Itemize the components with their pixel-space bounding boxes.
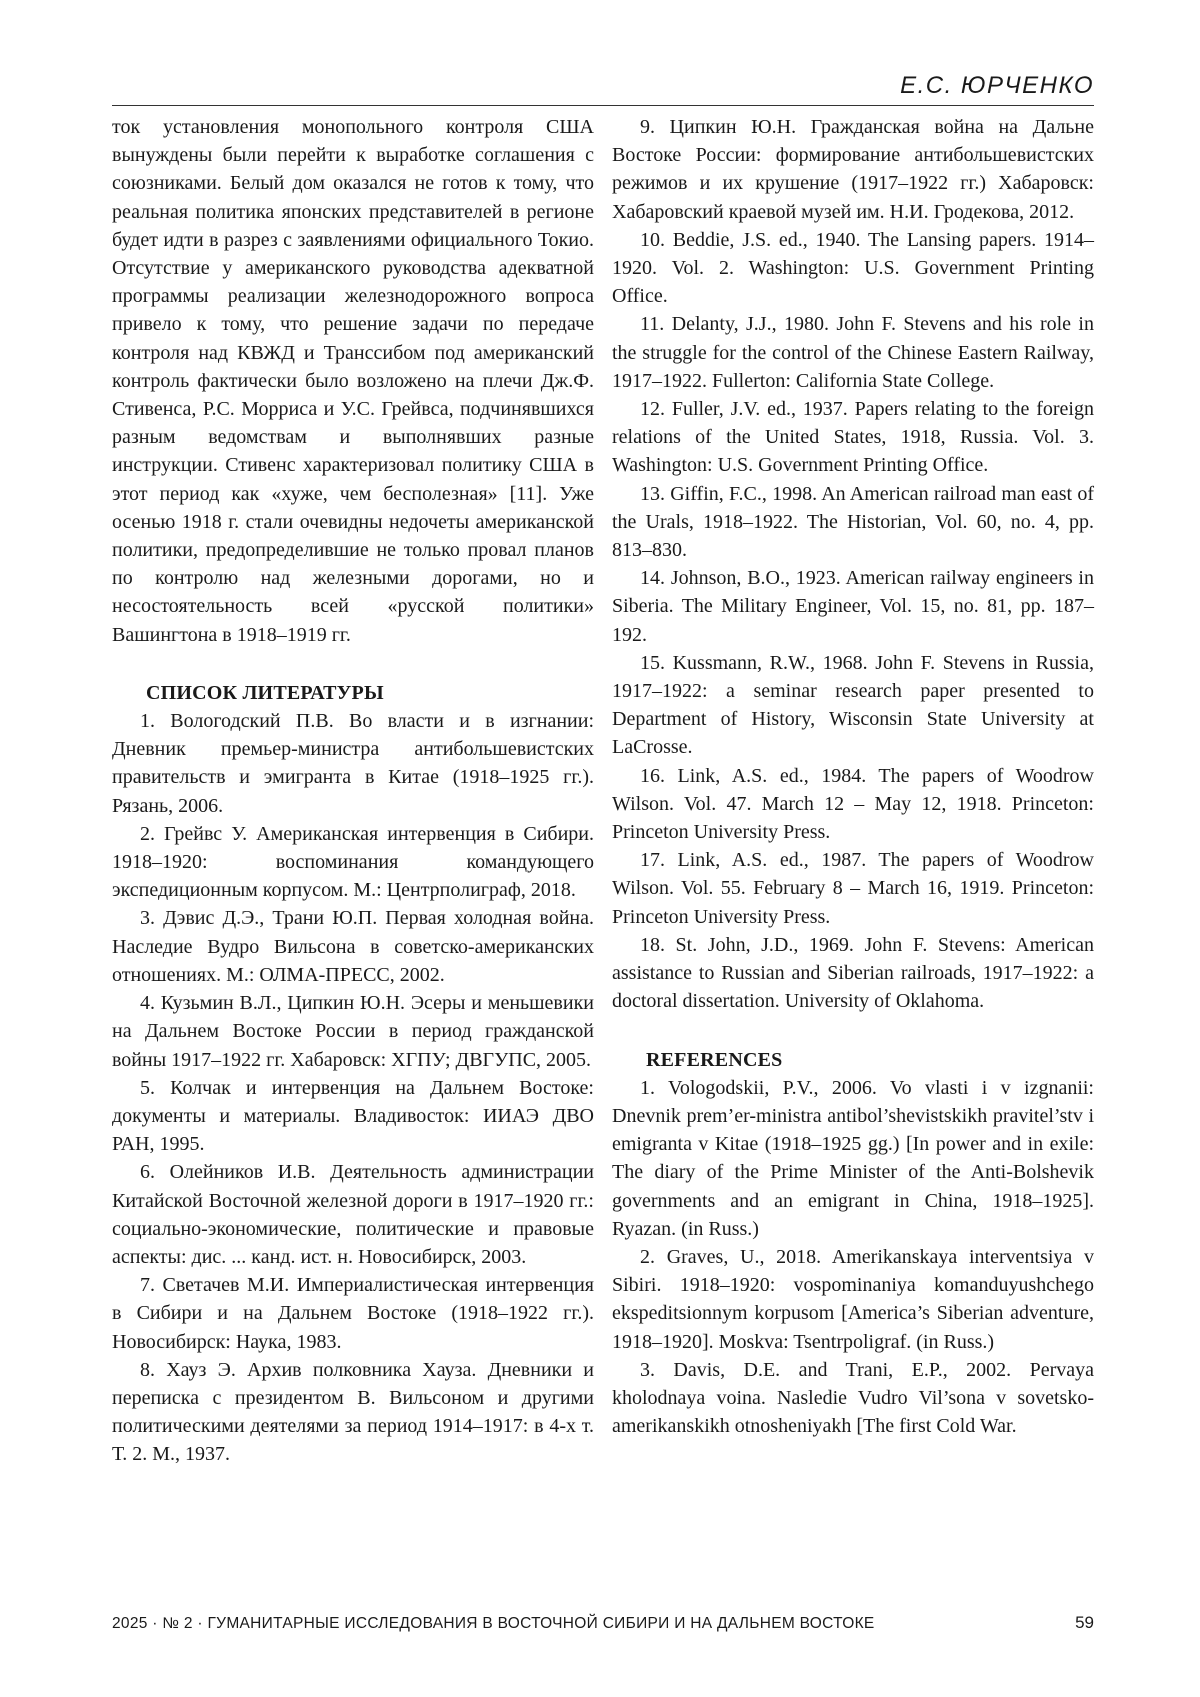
right-column bbox=[612, 113, 1094, 1440]
reference-item: 4. Кузьмин В.Л., Ципкин Ю.Н. Эсеры и меньшевики на Дальнем Востоке России в период гражданской войны 1917–1922 гг. Хабаровск: ХГПУ; ДВГУПС, 2005. bbox=[112, 992, 594, 1071]
reference-item: 3. Davis, D.E. and Trani, E.P., 2002. Pervaya kholodnaya voina. Nasledie Vudro Vil’sona v sovetsko-amerikanskikh otnosheniyakh [The first Cold War. bbox=[612, 1358, 1094, 1438]
reference-item: 6. Олейников И.В. Деятельность администрации Китайской Восточной железной дороги в 1917–1920 гг.: социально-экономические, политические и правовые аспекты: дис. ... канд. ист. н. Новосибирск, 2003. bbox=[112, 1161, 594, 1268]
references-heading-en: REFERENCES bbox=[646, 1048, 783, 1071]
reference-item: 8. Хауз Э. Архив полковника Хауза. Дневники и переписка с президентом В. Вильсоном и другими политическими деятелями за период 1914–1917: в 4-х т. Т. 2. М., 1937. bbox=[112, 1358, 594, 1466]
running-header-author: Е.С. ЮРЧЕНКО bbox=[900, 72, 1094, 99]
reference-item: 18. St. John, J.D., 1969. John F. Stevens: American assistance to Russian and Siberian railroads, 1917–1922: a doctoral dissertation. University of Oklahoma. bbox=[612, 933, 1094, 1013]
footer-journal-title: 2025 · № 2 · ГУМАНИТАРНЫЕ ИССЛЕДОВАНИЯ В ВОСТОЧНОЙ СИБИРИ И НА ДАЛЬНЕМ ВОСТОКЕ bbox=[112, 1615, 875, 1632]
reference-item: 15. Kussmann, R.W., 1968. John F. Stevens in Russia, 1917–1922: a seminar research paper presented to Department of History, Wisconsin State University at LaCrosse. bbox=[612, 651, 1094, 759]
section-gap bbox=[612, 1016, 1094, 1046]
reference-item: 9. Ципкин Ю.Н. Гражданская война на Дальне Востоке России: формирование антибольшевистских режимов и их крушение (1917–1922 гг.) Хабаровск: Хабаровский краевой музей им. Н.И. Гродекова, 2012. bbox=[612, 116, 1094, 223]
reference-item: 12. Fuller, J.V. ed., 1937. Papers relating to the foreign relations of the United States, 1918, Russia. Vol. 3. Washington: U.S. Government Printing Office. bbox=[612, 398, 1094, 477]
header-rule bbox=[112, 105, 1094, 106]
reference-item: 14. Johnson, B.O., 1923. American railway engineers in Siberia. The Military Engineer, Vol. 15, no. 81, pp. 187–192. bbox=[612, 567, 1094, 646]
reference-item: 3. Дэвис Д.Э., Трани Ю.П. Первая холодная война. Наследие Вудро Вильсона в советско-американских отношениях. М.: ОЛМА-ПРЕСС, 2002. bbox=[112, 907, 594, 986]
reference-item: 5. Колчак и интервенция на Дальнем Востоке: документы и материалы. Владивосток: ИИАЭ ДВО РАН, 1995. bbox=[112, 1076, 594, 1156]
section-gap bbox=[112, 649, 594, 679]
page-number: 59 bbox=[1075, 1613, 1094, 1632]
reference-item: 10. Beddie, J.S. ed., 1940. The Lansing papers. 1914–1920. Vol. 2. Washington: U.S. Government Printing Office. bbox=[612, 228, 1094, 308]
left-column bbox=[112, 113, 594, 1469]
reference-item: 7. Светачев М.И. Империалистическая интервенция в Сибири и на Дальнем Востоке (1918–1922 гг.). Новосибирск: Наука, 1983. bbox=[112, 1274, 594, 1353]
reference-item: 2. Грейвс У. Американская интервенция в Сибири. 1918–1920: воспоминания командующего экспедиционным корпусом. М.: Центрполиграф, 2018. bbox=[112, 822, 594, 902]
reference-item: 13. Giffin, F.C., 1998. An American railroad man east of the Urals, 1918–1922. The Historian, Vol. 60, no. 4, pp. 813–830. bbox=[612, 482, 1094, 562]
reference-item: 16. Link, A.S. ed., 1984. The papers of Woodrow Wilson. Vol. 47. March 12 – May 12, 1918. Princeton: Princeton University Press. bbox=[612, 764, 1094, 844]
reference-item: 1. Вологодский П.В. Во власти и в изгнании: Дневник премьер-министра антибольшевистских правительств и эмигранта в Китае (1918–1925 гг.). Рязань, 2006. bbox=[112, 710, 594, 817]
body-paragraph: ток установления монопольного контроля США вынуждены были перейти к выработке соглашения с союзниками. Белый дом оказался не готов к тому, что реальная политика японских представителей в регионе будет идти в разрез с заявлениями официального Токио. Отсутствие у американского руководства адекватной программы реализации железнодорожного вопроса привело к тому, что решение задачи по передаче контроля над КВЖД и Транссибом под американский контроль фактически было возложено на плечи Дж.Ф. Стивенса, Р.С. Морриса и У.С. Грейвса, подчинявшихся разным ведомствам и выполнявших разные инструкции. Стивенс характеризовал политику США в этот период как «хуже, чем бесполезная» [11]. Уже осенью 1918 г. стали очевидны недочеты американской политики, предопределившие не только провал планов по контролю над железными дорогами, но и несостоятельность всей «русской политики» Вашингтона в 1918–1919 гг. bbox=[112, 116, 594, 646]
reference-item: 1. Vologodskii, P.V., 2006. Vo vlasti i v izgnanii: Dnevnik prem’er-ministra antibol’shevistskikh pravitel’stv i emigranta v Kitae (1918–1925 gg.) [In power and in exile: The diary of the Prime Minister of the Anti-Bolshevik governments and an emigrant in China, 1918–1925]. Ryazan. (in Russ.) bbox=[612, 1076, 1094, 1240]
reference-item: 17. Link, A.S. ed., 1987. The papers of Woodrow Wilson. Vol. 55. February 8 – March 16, 1919. Princeton: Princeton University Press. bbox=[612, 849, 1094, 928]
reference-item: 2. Graves, U., 2018. Amerikanskaya interventsiya v Sibiri. 1918–1920: vospominaniya komanduyushchego ekspeditsionnym korpusom [America’s Siberian adventure, 1918–1920]. Moskva: Tsentrpoligraf. (in Russ.) bbox=[612, 1245, 1094, 1353]
references-heading-ru: СПИСОК ЛИТЕРАТУРЫ bbox=[146, 681, 384, 704]
reference-item: 11. Delanty, J.J., 1980. John F. Stevens and his role in the struggle for the control of the Chinese Eastern Railway, 1917–1922. Fullerton: California State College. bbox=[612, 313, 1094, 392]
